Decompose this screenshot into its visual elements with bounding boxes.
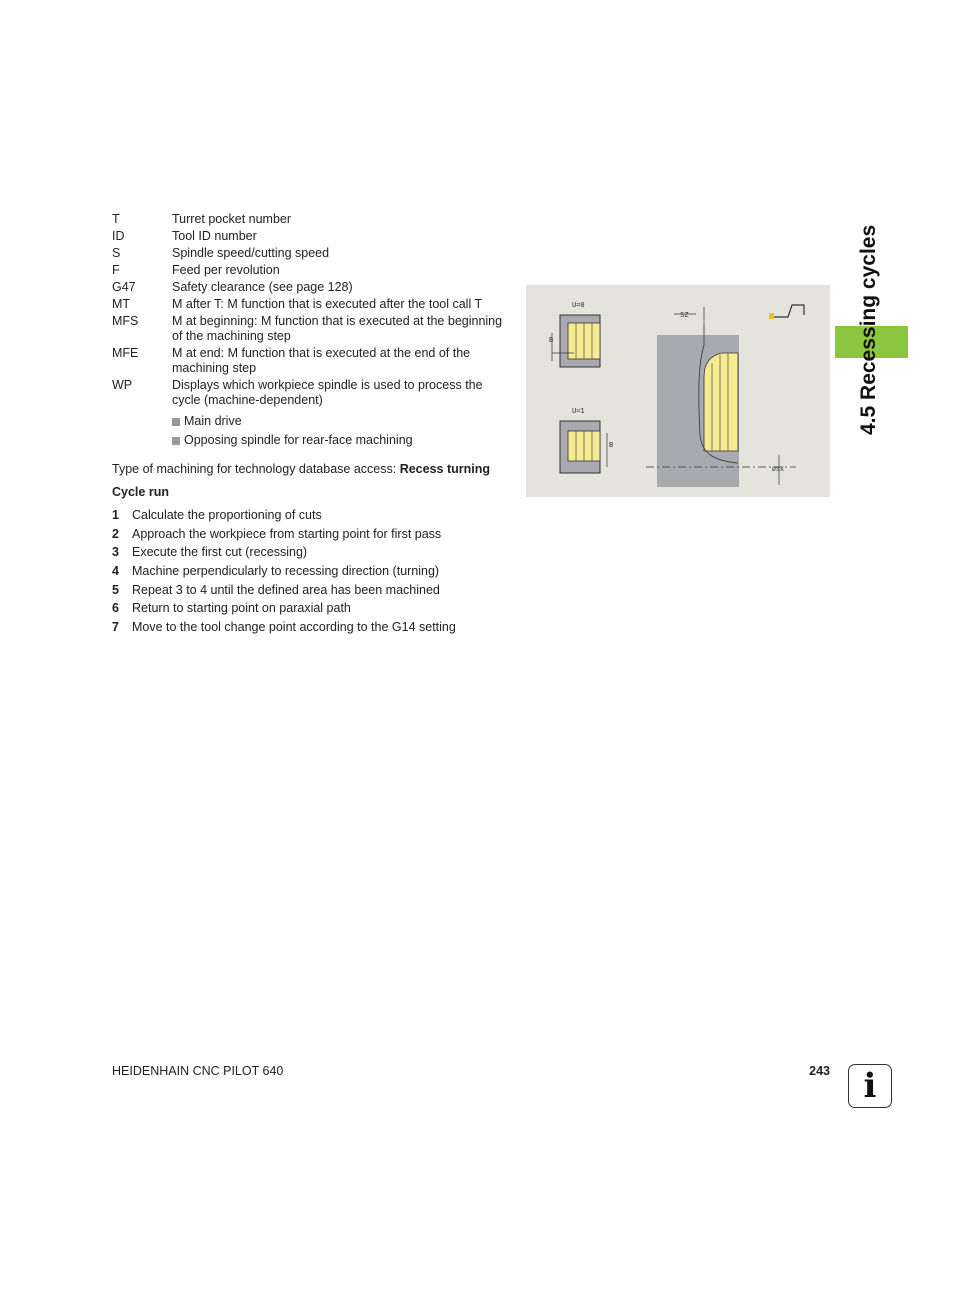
step-text: Execute the first cut (recessing) bbox=[132, 545, 308, 560]
bullet-square-icon bbox=[172, 418, 180, 426]
param-row bbox=[112, 378, 512, 408]
param-code: WP bbox=[112, 378, 133, 392]
param-code: G47 bbox=[112, 280, 136, 294]
step-item bbox=[112, 545, 532, 560]
step-item bbox=[112, 527, 532, 542]
parameter-list bbox=[112, 212, 512, 452]
footer-manual-title: HEIDENHAIN CNC PILOT 640 bbox=[112, 1064, 284, 1078]
sx-label: ØSX bbox=[772, 465, 784, 473]
step-number: 6 bbox=[112, 601, 119, 616]
param-row bbox=[112, 212, 512, 227]
machining-type-line bbox=[112, 462, 490, 477]
step-number: 7 bbox=[112, 620, 119, 635]
param-code: ID bbox=[112, 229, 125, 243]
main-recess-area bbox=[704, 353, 738, 451]
bullet-square-icon bbox=[172, 437, 180, 445]
step-text: Approach the workpiece from starting point for first pass bbox=[132, 526, 442, 541]
bullet-text: Main drive bbox=[184, 414, 242, 428]
step-text: Return to starting point on paraxial path bbox=[132, 601, 351, 616]
b-top-label: B bbox=[549, 336, 554, 344]
step-number: 5 bbox=[112, 582, 119, 597]
recessing-tool-icon bbox=[770, 305, 804, 317]
bullet-text: Opposing spindle for rear-face machining bbox=[184, 433, 413, 447]
info-icon: i bbox=[848, 1064, 892, 1108]
param-desc: Tool ID number bbox=[172, 229, 257, 243]
cycle-steps bbox=[112, 508, 532, 639]
param-desc: M at beginning: M function that is executed at the beginning of the machining step bbox=[172, 314, 503, 343]
sz-label: SZ bbox=[680, 311, 689, 319]
param-code: MT bbox=[112, 297, 131, 311]
param-code: T bbox=[112, 212, 120, 226]
u0-label: U=0 bbox=[572, 301, 585, 309]
param-row bbox=[112, 297, 512, 312]
param-desc: M after T: M function that is executed after the tool call T bbox=[172, 297, 483, 311]
param-code: MFS bbox=[112, 314, 139, 328]
step-text: Repeat 3 to 4 until the defined area has been machined bbox=[132, 582, 440, 597]
step-text: Move to the tool change point according to the G14 setting bbox=[132, 620, 456, 635]
tool-insert-icon bbox=[769, 313, 774, 319]
chapter-title: 4.5 Recessing cycles bbox=[857, 224, 880, 435]
b-bottom-label: B bbox=[609, 441, 614, 449]
step-number: 4 bbox=[112, 564, 119, 579]
param-desc: Feed per revolution bbox=[172, 263, 280, 277]
bullet-item bbox=[172, 414, 512, 429]
param-row bbox=[112, 314, 512, 344]
step-item bbox=[112, 564, 532, 579]
param-desc: Displays which workpiece spindle is used to process the cycle (machine-dependent) bbox=[172, 378, 483, 407]
recess-turning-diagram bbox=[526, 285, 830, 497]
param-row bbox=[112, 346, 512, 376]
param-code: MFE bbox=[112, 346, 139, 360]
param-desc: Spindle speed/cutting speed bbox=[172, 246, 330, 260]
step-item bbox=[112, 620, 532, 635]
step-number: 3 bbox=[112, 545, 119, 560]
u1-label: U=1 bbox=[572, 407, 585, 415]
param-desc: Safety clearance (see page 128) bbox=[172, 280, 353, 294]
machining-type-label: Type of machining for technology database access: bbox=[112, 462, 397, 476]
param-desc: M at end: M function that is executed at the end of the machining step bbox=[172, 346, 471, 375]
step-item bbox=[112, 583, 532, 598]
page-number: 243 bbox=[809, 1064, 830, 1078]
step-item bbox=[112, 508, 532, 523]
machining-type-value: Recess turning bbox=[399, 462, 490, 476]
wp-options bbox=[172, 414, 512, 448]
step-number: 2 bbox=[112, 526, 119, 541]
param-code: F bbox=[112, 263, 120, 277]
param-row bbox=[112, 246, 512, 261]
param-desc: Turret pocket number bbox=[172, 212, 292, 226]
recess-turning-figure bbox=[526, 285, 830, 497]
param-row bbox=[112, 229, 512, 244]
step-item bbox=[112, 601, 532, 616]
cycle-run-heading: Cycle run bbox=[112, 485, 169, 499]
param-code: S bbox=[112, 246, 121, 260]
param-row bbox=[112, 263, 512, 278]
param-row bbox=[112, 280, 512, 295]
step-number: 1 bbox=[112, 508, 119, 522]
bullet-item bbox=[172, 433, 512, 448]
step-text: Machine perpendicularly to recessing direction (turning) bbox=[132, 564, 440, 579]
step-text: Calculate the proportioning of cuts bbox=[132, 508, 322, 522]
